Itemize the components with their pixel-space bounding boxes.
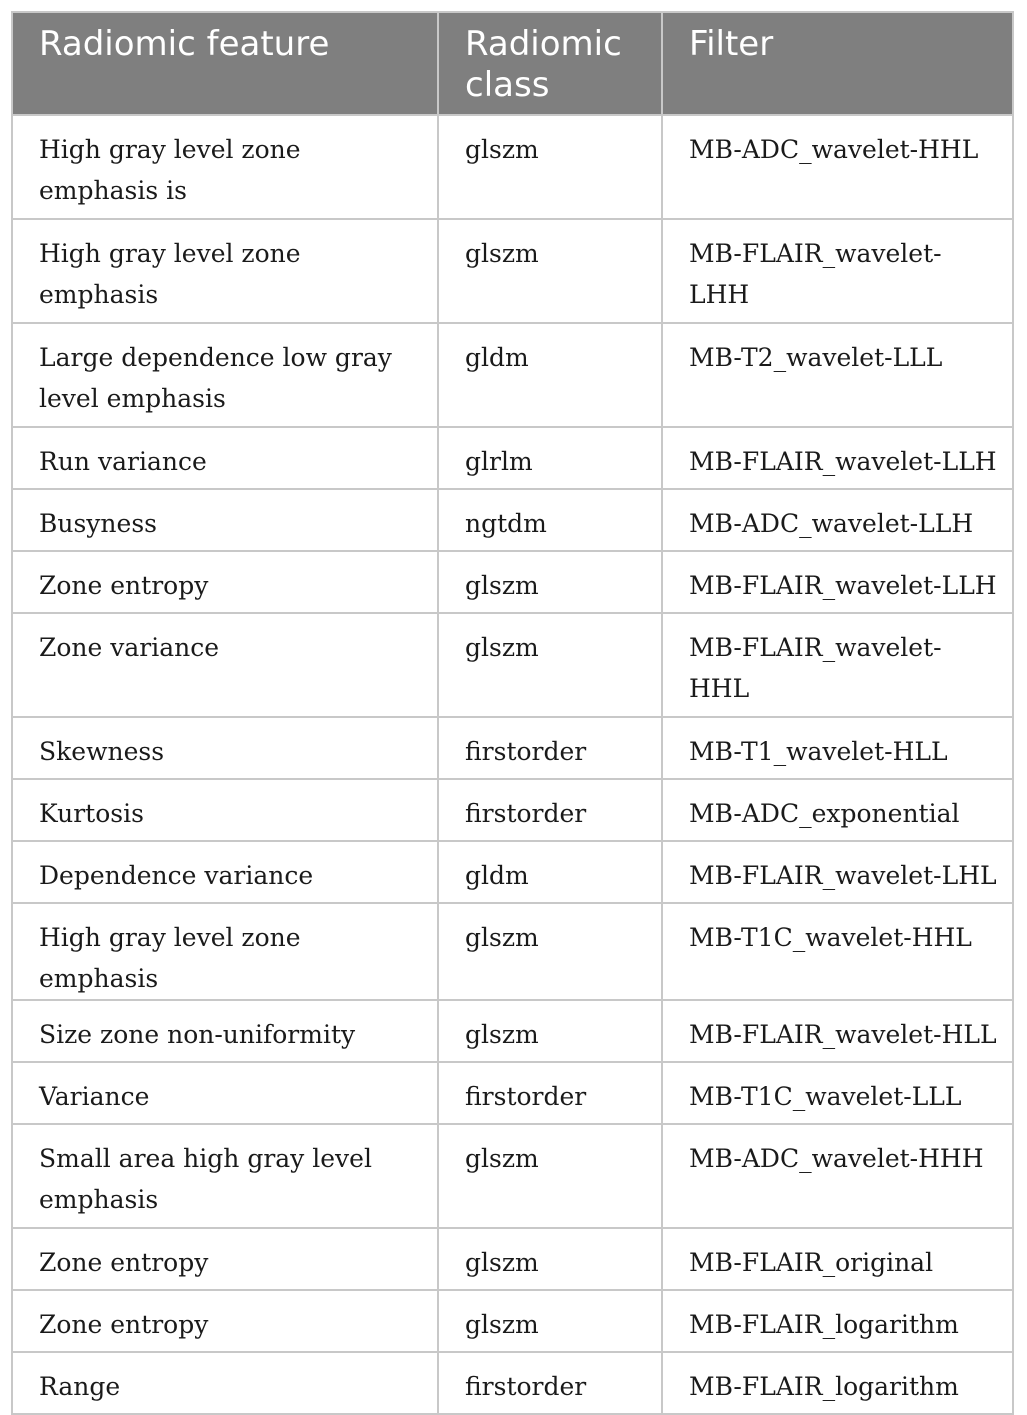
class-cell: glszm — [438, 551, 662, 613]
filter-cell: MB-T1_wavelet-HLL — [662, 717, 1013, 779]
feature-cell: Skewness — [12, 717, 438, 779]
class-cell: glszm — [438, 613, 662, 717]
feature-cell: Small area high gray level emphasis — [12, 1124, 438, 1228]
feature-cell: High gray level zone emphasis — [12, 903, 438, 1000]
table-row — [12, 551, 1013, 613]
table-row — [12, 1352, 1013, 1414]
filter-cell: MB-T1C_wavelet-HHL — [662, 903, 1013, 1000]
table-row — [12, 1062, 1013, 1124]
feature-cell: Size zone non-uniformity — [12, 1000, 438, 1062]
class-cell: firstorder — [438, 1062, 662, 1124]
feature-cell: Run variance — [12, 427, 438, 489]
class-cell: glszm — [438, 903, 662, 1000]
class-cell: firstorder — [438, 779, 662, 841]
filter-cell: MB-ADC_exponential — [662, 779, 1013, 841]
table-row — [12, 1228, 1013, 1290]
filter-cell: MB-FLAIR_logarithm — [662, 1352, 1013, 1414]
table-row — [12, 717, 1013, 779]
table-header-row — [12, 12, 1013, 115]
filter-cell: MB-FLAIR_logarithm — [662, 1290, 1013, 1352]
table-row — [12, 1000, 1013, 1062]
radiomic-features-table — [11, 11, 1014, 1415]
table-row — [12, 219, 1013, 323]
feature-cell: Range — [12, 1352, 438, 1414]
filter-cell: MB-T1C_wavelet-LLL — [662, 1062, 1013, 1124]
header-radiomic-feature: Radiomic feature — [12, 12, 438, 115]
filter-cell: MB-FLAIR_wavelet-LLH — [662, 551, 1013, 613]
filter-cell: MB-FLAIR_original — [662, 1228, 1013, 1290]
class-cell: firstorder — [438, 1352, 662, 1414]
filter-cell: MB-FLAIR_wavelet-HLL — [662, 1000, 1013, 1062]
class-cell: glszm — [438, 1290, 662, 1352]
class-cell: gldm — [438, 841, 662, 903]
feature-cell: High gray level zone emphasis — [12, 219, 438, 323]
feature-cell: Variance — [12, 1062, 438, 1124]
class-cell: glszm — [438, 115, 662, 219]
filter-cell: MB-FLAIR_wavelet-LHL — [662, 841, 1013, 903]
header-filter: Filter — [662, 12, 1013, 115]
filter-cell: MB-FLAIR_wavelet-HHL — [662, 613, 1013, 717]
feature-cell: Kurtosis — [12, 779, 438, 841]
feature-cell: Zone variance — [12, 613, 438, 717]
table-row — [12, 323, 1013, 427]
table-row — [12, 489, 1013, 551]
filter-cell: MB-T2_wavelet-LLL — [662, 323, 1013, 427]
header-radiomic-class: Radiomic class — [438, 12, 662, 115]
table-row — [12, 613, 1013, 717]
feature-cell: Dependence variance — [12, 841, 438, 903]
feature-cell: Zone entropy — [12, 1228, 438, 1290]
class-cell: glszm — [438, 1228, 662, 1290]
class-cell: glszm — [438, 219, 662, 323]
feature-cell: Large dependence low gray level emphasis — [12, 323, 438, 427]
table-row — [12, 903, 1013, 1000]
feature-cell: High gray level zone emphasis is — [12, 115, 438, 219]
class-cell: ngtdm — [438, 489, 662, 551]
class-cell: glrlm — [438, 427, 662, 489]
table-row — [12, 1124, 1013, 1228]
filter-cell: MB-ADC_wavelet-HHL — [662, 115, 1013, 219]
table-row — [12, 1290, 1013, 1352]
table-row — [12, 841, 1013, 903]
table-row — [12, 779, 1013, 841]
filter-cell: MB-ADC_wavelet-HHH — [662, 1124, 1013, 1228]
feature-cell: Zone entropy — [12, 1290, 438, 1352]
filter-cell: MB-FLAIR_wavelet-LHH — [662, 219, 1013, 323]
filter-cell: MB-ADC_wavelet-LLH — [662, 489, 1013, 551]
table-row — [12, 427, 1013, 489]
filter-cell: MB-FLAIR_wavelet-LLH — [662, 427, 1013, 489]
class-cell: firstorder — [438, 717, 662, 779]
table-row — [12, 115, 1013, 219]
class-cell: glszm — [438, 1000, 662, 1062]
class-cell: glszm — [438, 1124, 662, 1228]
feature-cell: Zone entropy — [12, 551, 438, 613]
feature-cell: Busyness — [12, 489, 438, 551]
class-cell: gldm — [438, 323, 662, 427]
